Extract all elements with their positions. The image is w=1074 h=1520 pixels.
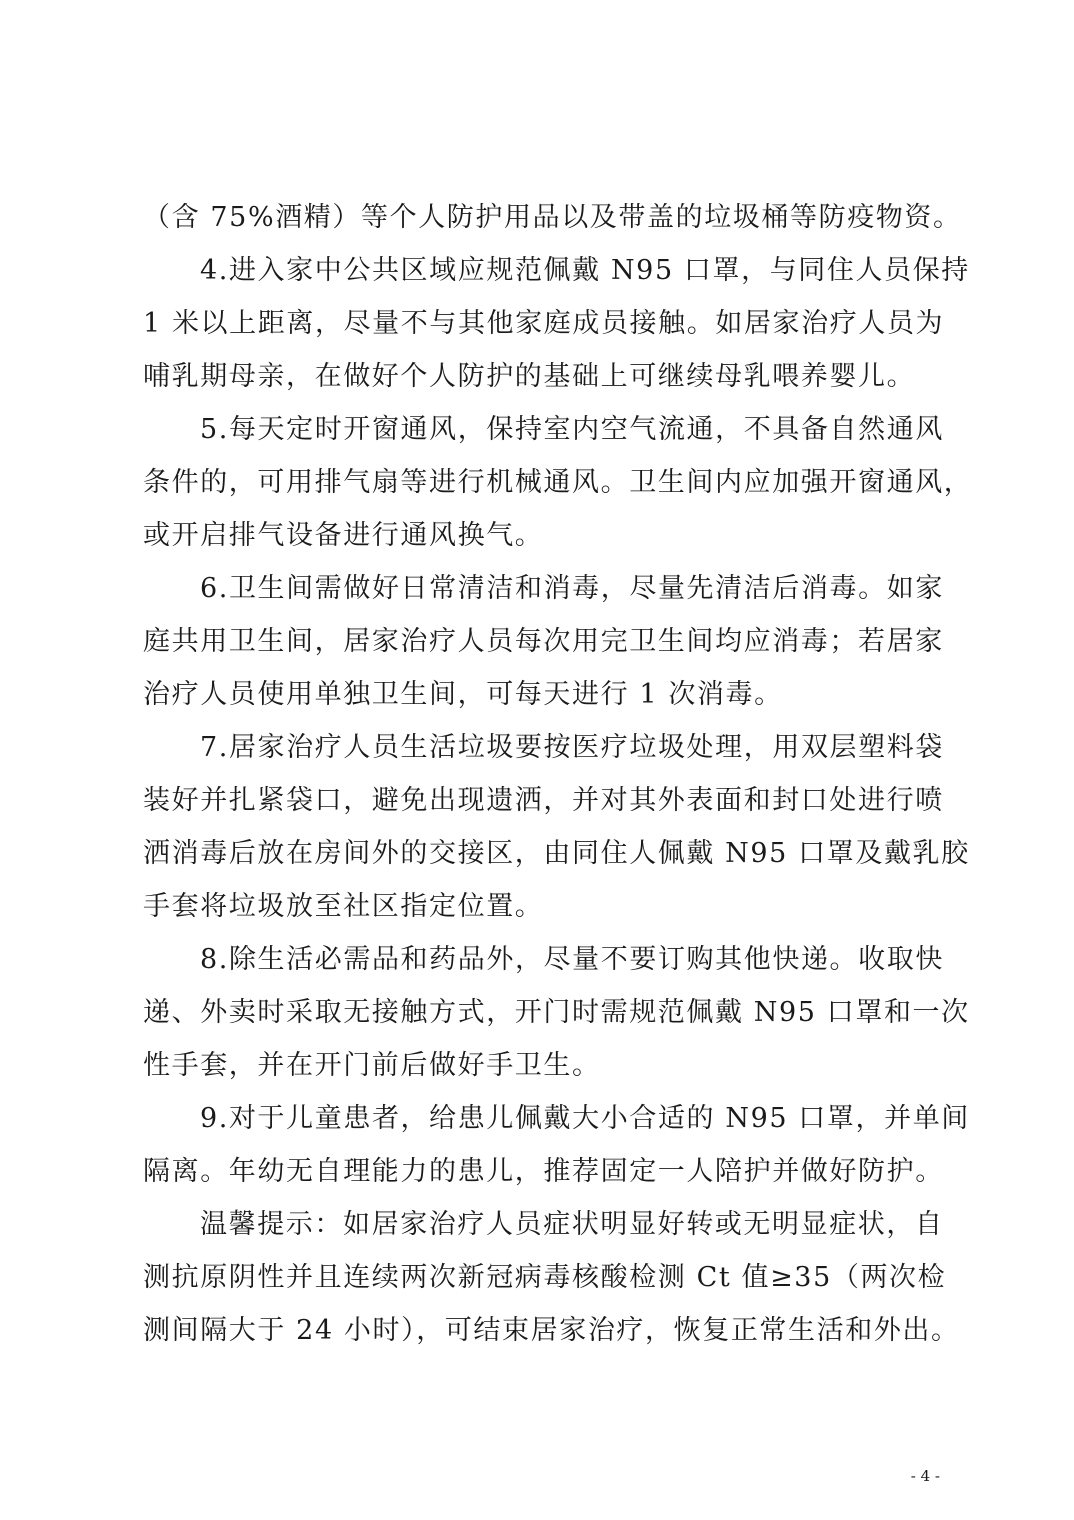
paragraph-continuation-line: （含 75%酒精）等个人防护用品以及带盖的垃圾桶等防疫物资。 (143, 202, 962, 233)
item-7-line: 手套将垃圾放至社区指定位置。 (143, 891, 544, 922)
item-7-line: 7.居家治疗人员生活垃圾要按医疗垃圾处理，用双层塑料袋 (200, 732, 944, 763)
item-9-line: 9.对于儿童患者，给患儿佩戴大小合适的 N95 口罩，并单间 (200, 1103, 970, 1134)
item-7-line: 装好并扎紧袋口，避免出现遗洒，并对其外表面和封口处进行喷 (143, 785, 944, 816)
item-4-line: 4.进入家中公共区域应规范佩戴 N95 口罩，与同住人员保持 (200, 255, 970, 286)
item-6-line: 治疗人员使用单独卫生间，可每天进行 1 次消毒。 (143, 679, 783, 710)
item-6-line: 庭共用卫生间，居家治疗人员每次用完卫生间均应消毒；若居家 (143, 626, 944, 657)
item-8-line: 性手套，并在开门前后做好手卫生。 (143, 1050, 601, 1081)
item-9-line: 隔离。年幼无自理能力的患儿，推荐固定一人陪护并做好防护。 (143, 1156, 944, 1187)
item-5-line: 条件的，可用排气扇等进行机械通风。卫生间内应加强开窗通风， (143, 467, 973, 498)
tip-line: 温馨提示：如居家治疗人员症状明显好转或无明显症状，自 (200, 1209, 944, 1240)
item-8-line: 8.除生活必需品和药品外，尽量不要订购其他快递。收取快 (200, 944, 944, 975)
item-5-line: 5.每天定时开窗通风，保持室内空气流通，不具备自然通风 (200, 414, 944, 445)
tip-line: 测间隔大于 24 小时），可结束居家治疗，恢复正常生活和外出。 (143, 1315, 960, 1346)
page-number: - 4 - (910, 1467, 940, 1485)
tip-line: 测抗原阴性并且连续两次新冠病毒核酸检测 Ct 值≥35（两次检 (143, 1262, 947, 1293)
item-4-line: 哺乳期母亲，在做好个人防护的基础上可继续母乳喂养婴儿。 (143, 361, 916, 392)
item-4-line: 1 米以上距离，尽量不与其他家庭成员接触。如居家治疗人员为 (143, 308, 945, 339)
item-6-line: 6.卫生间需做好日常清洁和消毒，尽量先清洁后消毒。如家 (200, 573, 944, 604)
item-7-line: 洒消毒后放在房间外的交接区，由同住人佩戴 N95 口罩及戴乳胶 (143, 838, 970, 869)
item-8-line: 递、外卖时采取无接触方式，开门时需规范佩戴 N95 口罩和一次 (143, 997, 970, 1028)
item-5-line: 或开启排气设备进行通风换气。 (143, 520, 544, 551)
